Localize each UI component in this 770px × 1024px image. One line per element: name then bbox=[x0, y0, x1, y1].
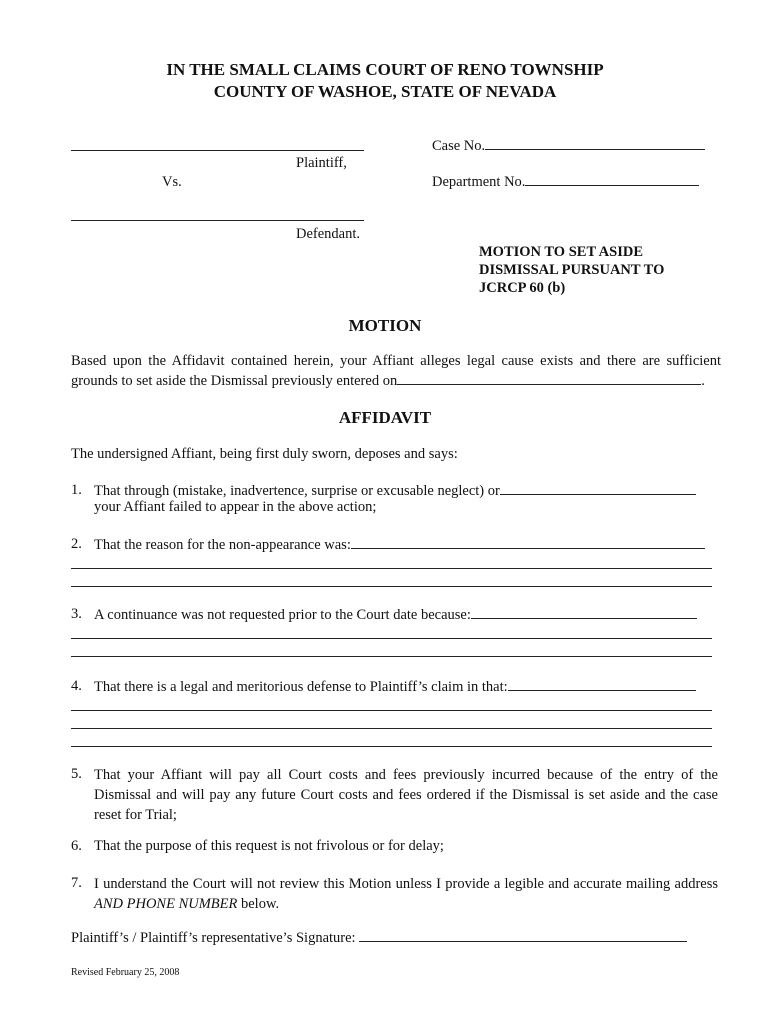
motion-title-line2: DISMISSAL PURSUANT TO bbox=[479, 262, 665, 278]
item-4-number: 4. bbox=[71, 678, 82, 694]
item-5-number: 5. bbox=[71, 766, 82, 782]
item-4-line1 bbox=[94, 678, 696, 696]
item-3-line1 bbox=[94, 606, 697, 624]
item-3-number: 3. bbox=[71, 606, 82, 622]
item-1-text: That through (mistake, inadvertence, surprise or excusable neglect) or bbox=[94, 483, 500, 499]
item-1-input-line[interactable] bbox=[500, 482, 696, 495]
department-no-input-line[interactable] bbox=[525, 173, 699, 186]
item-3-input-line[interactable] bbox=[471, 606, 697, 619]
department-no-label: Department No. bbox=[432, 174, 526, 190]
item-3-extra-line-1[interactable] bbox=[71, 638, 712, 639]
defendant-name-line[interactable] bbox=[71, 220, 364, 221]
signature-input-line[interactable] bbox=[359, 929, 687, 942]
signature-field bbox=[71, 929, 687, 947]
motion-heading: MOTION bbox=[348, 316, 422, 335]
affidavit-intro: The undersigned Affiant, being first duly sworn, deposes and says: bbox=[71, 446, 458, 462]
item-2-extra-line-1[interactable] bbox=[71, 568, 712, 569]
item-4-extra-line-3[interactable] bbox=[71, 746, 712, 747]
item-7-text-before: I understand the Court will not review this Motion unless I provide a legible and accurate mailing address bbox=[94, 876, 718, 892]
motion-body-line2 bbox=[71, 372, 705, 390]
motion-body-line1: Based upon the Affidavit contained herein, your Affiant alleges legal cause exists and there are sufficient bbox=[71, 353, 721, 369]
plaintiff-name-line[interactable] bbox=[71, 150, 364, 151]
item-1-number: 1. bbox=[71, 482, 82, 498]
item-7-text-after: below. bbox=[237, 896, 280, 912]
case-no-input-line[interactable] bbox=[485, 137, 705, 150]
vs-label: Vs. bbox=[162, 174, 182, 190]
item-2-extra-line-2[interactable] bbox=[71, 586, 712, 587]
item-7-text bbox=[94, 874, 718, 914]
item-6-text: That the purpose of this request is not frivolous or for delay; bbox=[94, 838, 444, 854]
motion-body-text: grounds to set aside the Dismissal previously entered on bbox=[71, 373, 398, 389]
item-1-line2: your Affiant failed to appear in the above action; bbox=[94, 499, 377, 515]
item-3-extra-line-2[interactable] bbox=[71, 656, 712, 657]
item-5-text: That your Affiant will pay all Court costs and fees previously incurred because of the entry of the Dismissal and will pay any future Court costs and fees ordered if the Dismissal is set aside and the case reset for Trial; bbox=[94, 767, 718, 823]
item-7-text-italic: AND PHONE NUMBER bbox=[94, 896, 238, 912]
motion-body-period: . bbox=[701, 373, 705, 389]
motion-title-line3: JCRCP 60 (b) bbox=[479, 280, 566, 296]
item-2-line1 bbox=[94, 536, 705, 554]
item-4-extra-line-2[interactable] bbox=[71, 728, 712, 729]
item-3-text: A continuance was not requested prior to the Court date because: bbox=[94, 607, 471, 623]
item-4-text: That there is a legal and meritorious defense to Plaintiff’s claim in that: bbox=[94, 679, 508, 695]
item-2-input-line[interactable] bbox=[351, 536, 705, 549]
court-name-heading: IN THE SMALL CLAIMS COURT OF RENO TOWNSHIP bbox=[166, 60, 604, 79]
case-no-label: Case No. bbox=[432, 138, 486, 154]
case-no-field bbox=[432, 137, 705, 155]
defendant-label: Defendant. bbox=[296, 226, 361, 242]
affidavit-heading: AFFIDAVIT bbox=[338, 408, 432, 427]
item-2-number: 2. bbox=[71, 536, 82, 552]
revised-date-footer: Revised February 25, 2008 bbox=[71, 967, 180, 978]
item-7-number: 7. bbox=[71, 875, 82, 891]
motion-title-line1: MOTION TO SET ASIDE bbox=[479, 244, 643, 260]
dismissal-date-input-line[interactable] bbox=[397, 372, 701, 385]
county-state-heading: COUNTY OF WASHOE, STATE OF NEVADA bbox=[213, 82, 557, 101]
item-1-line1 bbox=[94, 482, 696, 500]
signature-label: Plaintiff’s / Plaintiff’s representative’s Signature: bbox=[71, 930, 356, 946]
item-4-extra-line-1[interactable] bbox=[71, 710, 712, 711]
plaintiff-label: Plaintiff, bbox=[296, 155, 347, 171]
department-no-field bbox=[432, 173, 699, 191]
item-6-number: 6. bbox=[71, 838, 82, 854]
item-4-input-line[interactable] bbox=[508, 678, 696, 691]
item-2-text: That the reason for the non-appearance was: bbox=[94, 537, 351, 553]
